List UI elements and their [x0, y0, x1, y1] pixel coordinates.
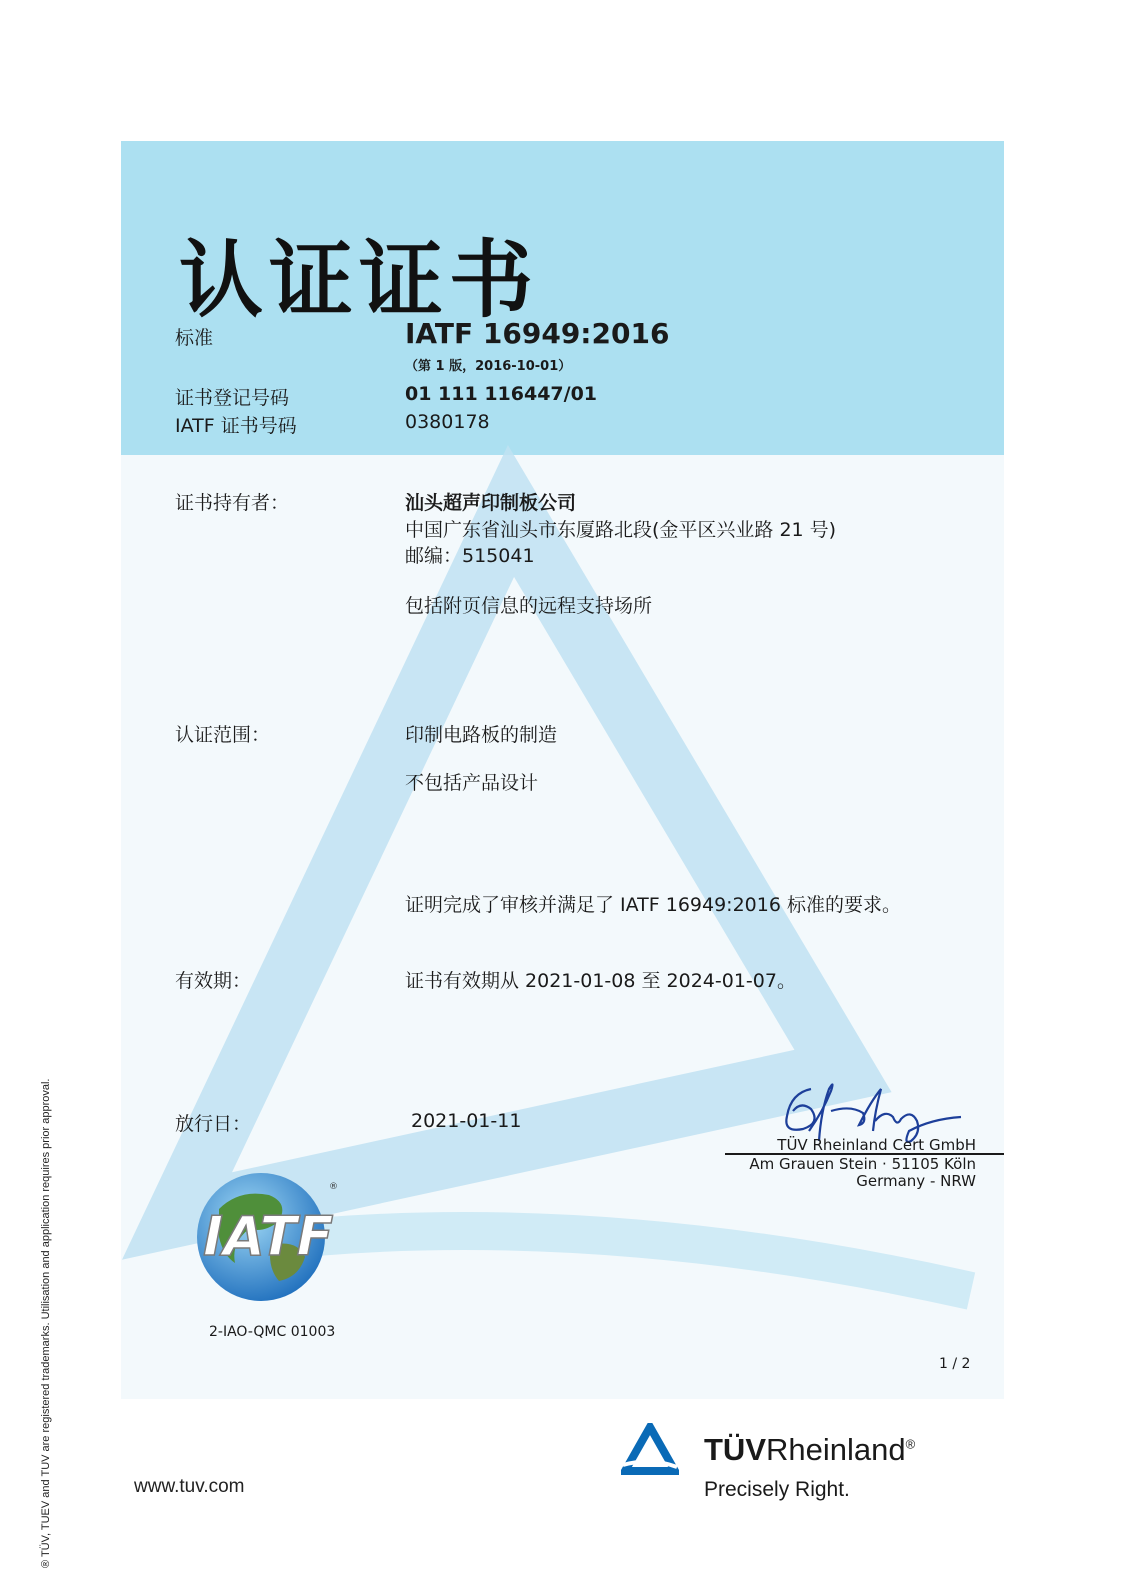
scope-line-1: 印制电路板的制造 [405, 724, 558, 746]
iatf-no-label: IATF 证书号码 [175, 415, 297, 437]
svg-text:®: ® [329, 1182, 338, 1192]
page-number: 1 / 2 [939, 1356, 971, 1372]
holder-postcode: 邮编：515041 [405, 545, 535, 567]
issue-date-label: 放行日： [175, 1113, 252, 1135]
holder-note: 包括附页信息的远程支持场所 [405, 595, 653, 617]
issuer-country: Germany - NRW [856, 1172, 976, 1190]
holder-name: 汕头超声印制板公司 [405, 492, 577, 514]
conformity-statement: 证明完成了审核并满足了 IATF 16949:2016 标准的要求。 [405, 894, 901, 916]
tuv-brand-reg: ® [905, 1436, 916, 1452]
tuv-brand-bold: TÜV [704, 1432, 766, 1467]
holder-label: 证书持有者： [175, 492, 290, 514]
page-title: 认证证书 [179, 230, 540, 329]
holder-address: 中国广东省汕头市东厦路北段(金平区兴业路 21 号) [405, 519, 837, 541]
reg-no-label: 证书登记号码 [175, 387, 290, 409]
tuv-triangle-icon [621, 1423, 679, 1475]
iatf-globe-logo [179, 1159, 349, 1309]
standard-edition: （第 1 版，2016-10-01） [405, 359, 572, 374]
reg-no-value: 01 111 116447/01 [405, 383, 598, 405]
scope-label: 认证范围： [175, 724, 271, 746]
standard-value: IATF 16949:2016 [405, 317, 670, 350]
scope-line-2: 不包括产品设计 [405, 772, 539, 794]
iatf-no-value: 0380178 [405, 411, 490, 433]
trademark-note: ® TÜV, TUEV and TUV are registered trademarks. Utilisation and application requires prior approval. [40, 1078, 52, 1568]
validity-label: 有效期： [175, 970, 252, 992]
issue-date-value: 2021-01-11 [411, 1110, 522, 1132]
certificate [121, 141, 1004, 1399]
tuv-brand-rest: Rheinland [766, 1432, 906, 1467]
tuv-tagline: Precisely Right. [704, 1478, 850, 1501]
issuer-address: Am Grauen Stein · 51105 Köln [749, 1155, 976, 1173]
issuer-name: TÜV Rheinland Cert GmbH [777, 1136, 976, 1154]
website-link[interactable]: www.tuv.com [134, 1476, 245, 1497]
svg-text:IATF: IATF [203, 1205, 334, 1268]
validity-value: 证书有效期从 2021-01-08 至 2024-01-07。 [405, 970, 796, 992]
iatf-code: 2-IAO-QMC 01003 [209, 1324, 336, 1340]
tuv-brand-name [704, 1432, 915, 1468]
standard-label: 标准 [175, 327, 214, 349]
